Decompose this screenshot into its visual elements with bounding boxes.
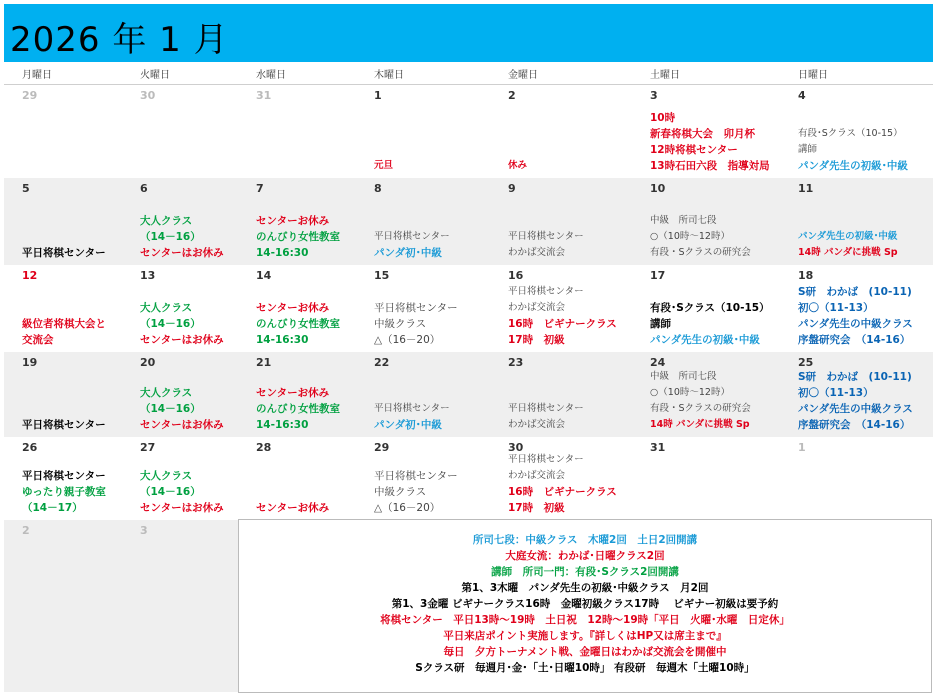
day-events [256, 300, 354, 348]
day-events [798, 369, 931, 433]
event-line: 新春将棋大会 卯月杯 [650, 128, 755, 140]
day-events [140, 213, 236, 261]
day-events [22, 316, 120, 348]
event-line: ○（10時～12時） [650, 387, 730, 398]
day-cell[interactable] [122, 437, 238, 520]
event-line: センターはお休み [140, 502, 224, 514]
event-line: 初〇（11-13） [798, 302, 874, 314]
event-line: 交流会 [22, 334, 54, 346]
day-number: 29 [374, 441, 390, 454]
event-line: パンダ先生の初級･中級 [798, 160, 908, 172]
note-line: 大庭女流：わかば･日曜クラス2回 [505, 550, 665, 562]
weekday-label: 土曜日 [650, 70, 680, 81]
event-line: 休み [508, 160, 528, 171]
event-line: 大人クラス [140, 470, 193, 482]
event-line: （14－16） [140, 318, 201, 330]
day-cell[interactable] [122, 520, 238, 692]
week-row [4, 85, 933, 178]
day-cell[interactable] [780, 178, 933, 265]
event-line: のんびり女性教室 [256, 318, 340, 330]
notes-list [239, 532, 931, 676]
week-row [4, 265, 933, 352]
event-line: 有段・Sクラスの研究会 [650, 403, 751, 414]
day-events [798, 229, 931, 261]
day-cell[interactable] [122, 85, 238, 178]
day-events [798, 126, 931, 174]
event-line: 14-16:30 [256, 334, 309, 346]
day-cell[interactable] [122, 265, 238, 352]
day-cell[interactable] [780, 352, 933, 437]
day-events [374, 158, 488, 174]
day-events [508, 401, 630, 433]
day-number: 12 [22, 269, 38, 282]
event-line: 平日将棋センター [508, 231, 584, 242]
note-line: 第1、3木曜 パンダ先生の初級･中級クラス 月2回 [461, 582, 709, 594]
day-cell[interactable] [356, 437, 490, 520]
event-line: △（16－20） [374, 502, 441, 514]
day-number: 11 [798, 182, 814, 195]
event-line: 大人クラス [140, 302, 193, 314]
day-number: 25 [798, 356, 814, 369]
day-number: 5 [22, 182, 30, 195]
day-number: 19 [22, 356, 38, 369]
event-line: （14－17） [22, 502, 83, 514]
day-number: 9 [508, 182, 516, 195]
event-line: 12時将棋センター [650, 144, 738, 156]
day-cell[interactable] [4, 520, 122, 692]
day-events [256, 213, 354, 261]
day-cell[interactable] [4, 178, 122, 265]
note-line: 平日来店ポイント実施します。『詳しくはHP又は席主まで』 [443, 630, 727, 642]
event-line: センターはお休み [140, 419, 224, 431]
event-line: 有段･Sクラス（10-15） [798, 128, 903, 139]
event-line: 大人クラス [140, 215, 193, 227]
day-number: 13 [140, 269, 156, 282]
day-cell[interactable] [356, 178, 490, 265]
weekday-label: 水曜日 [256, 70, 286, 81]
day-cell[interactable] [122, 352, 238, 437]
event-line: のんびり女性教室 [256, 403, 340, 415]
event-line: 講師 [650, 318, 671, 330]
day-cell[interactable] [632, 352, 780, 437]
day-cell[interactable] [122, 178, 238, 265]
event-line: （14－16） [140, 231, 201, 243]
day-events [22, 245, 120, 261]
day-cell[interactable] [356, 265, 490, 352]
day-number: 31 [650, 441, 666, 454]
day-events [22, 468, 120, 516]
day-cell[interactable] [356, 85, 490, 178]
event-line: 中級 所司七段 [650, 371, 717, 382]
weekday-label: 火曜日 [140, 70, 170, 81]
event-line: （14－16） [140, 403, 201, 415]
day-events [508, 229, 630, 261]
day-cell[interactable] [4, 85, 122, 178]
event-line: センターお休み [256, 387, 330, 399]
day-number: 20 [140, 356, 156, 369]
event-line: 平日将棋センター [22, 419, 106, 431]
event-line: 大人クラス [140, 387, 193, 399]
event-line: S研 わかば (10-11) [798, 286, 912, 298]
month-title: 2026 年 1 月 [10, 20, 229, 60]
day-number: 30 [140, 89, 156, 102]
note-line: 所司七段：中級クラス 木曜2回 土日2回開講 [472, 534, 698, 546]
event-line: 16時 ビギナークラス [508, 318, 617, 330]
day-cell[interactable] [632, 178, 780, 265]
week-row [4, 352, 933, 437]
day-cell[interactable] [780, 437, 933, 520]
day-number: 27 [140, 441, 156, 454]
day-number: 26 [22, 441, 38, 454]
weekday-label: 日曜日 [798, 70, 828, 81]
day-cell[interactable] [238, 352, 356, 437]
event-line: 17時 初級 [508, 334, 565, 346]
event-line: △（16－20） [374, 334, 441, 346]
event-line: パンダ先生の中級クラス [798, 403, 913, 415]
day-cell[interactable] [4, 352, 122, 437]
day-number: 24 [650, 356, 666, 369]
event-line: 平日将棋センター [508, 403, 584, 414]
day-number: 15 [374, 269, 390, 282]
event-line: （14－16） [140, 486, 201, 498]
event-line: S研 わかば (10-11) [798, 371, 912, 383]
day-cell[interactable] [490, 85, 632, 178]
day-events [508, 158, 630, 174]
day-cell[interactable] [632, 265, 780, 352]
week-row [4, 178, 933, 265]
day-events [140, 385, 236, 433]
day-cell[interactable] [490, 265, 632, 352]
day-events [256, 500, 354, 516]
day-number: 22 [374, 356, 390, 369]
weekday-header-row [4, 62, 933, 85]
day-cell[interactable] [632, 437, 780, 520]
event-line: わかば交流会 [508, 302, 566, 313]
day-cell[interactable] [4, 265, 122, 352]
day-number: 1 [798, 441, 806, 454]
event-line: センターお休み [256, 302, 330, 314]
event-line: 中級 所司七段 [650, 215, 717, 226]
event-line: 序盤研究会 （14-16） [798, 334, 911, 346]
day-number: 18 [798, 269, 814, 282]
event-line: 14時 パンダに挑戦 Sp [798, 247, 898, 258]
notes-box [238, 519, 932, 693]
day-events [140, 300, 236, 348]
day-number: 23 [508, 356, 524, 369]
day-events [508, 452, 630, 516]
day-number: 8 [374, 182, 382, 195]
event-line: センターはお休み [140, 247, 224, 259]
event-line: パンダ初･中級 [374, 419, 442, 431]
event-line: 平日将棋センター [374, 302, 458, 314]
event-line: のんびり女性教室 [256, 231, 340, 243]
event-line: 平日将棋センター [374, 231, 450, 242]
day-events [374, 468, 488, 516]
day-events [374, 229, 488, 261]
day-number: 17 [650, 269, 666, 282]
day-events [650, 300, 778, 348]
event-line: センターはお休み [140, 334, 224, 346]
day-events [22, 417, 120, 433]
day-events [508, 284, 630, 348]
note-line: 毎日 夕方トーナメント戦、金曜日はわかば交流会を開催中 [443, 646, 727, 658]
event-line: 級位者将棋大会と [22, 318, 106, 330]
day-events [256, 385, 354, 433]
day-number: 29 [22, 89, 38, 102]
day-number: 2 [508, 89, 516, 102]
note-line: Sクラス研 毎週月･金･「土･日曜10時」 有段研 毎週木「土曜10時」 [415, 662, 755, 674]
week-row [4, 520, 238, 692]
event-line: 講師 [798, 144, 818, 155]
day-events [374, 300, 488, 348]
day-events [140, 468, 236, 516]
event-line: ○（10時～12時） [650, 231, 730, 242]
day-events [374, 401, 488, 433]
note-line: 第1、3金曜 ビギナークラス16時 金曜初級クラス17時 ビギナー初級は要予約 [391, 598, 779, 610]
day-number: 3 [650, 89, 658, 102]
day-events [798, 284, 931, 348]
event-line: 平日将棋センター [508, 286, 584, 297]
event-line: 有段・Sクラスの研究会 [650, 247, 751, 258]
event-line: 元旦 [374, 160, 394, 171]
event-line: 17時 初級 [508, 502, 565, 514]
event-line: 有段･Sクラス（10-15） [650, 302, 770, 314]
event-line: 14-16:30 [256, 247, 309, 259]
note-line: 講師 所司一門：有段･Sクラス2回開講 [491, 566, 679, 578]
day-events [650, 213, 778, 261]
day-number: 28 [256, 441, 272, 454]
event-line: センターお休み [256, 215, 330, 227]
event-line: 中級クラス [374, 318, 427, 330]
event-line: パンダ先生の中級クラス [798, 318, 913, 330]
day-number: 4 [798, 89, 806, 102]
day-number: 3 [140, 524, 148, 537]
day-number: 21 [256, 356, 272, 369]
day-number: 10 [650, 182, 666, 195]
day-number: 7 [256, 182, 264, 195]
day-cell[interactable] [490, 437, 632, 520]
day-cell[interactable] [490, 352, 632, 437]
event-line: 16時 ビギナークラス [508, 486, 617, 498]
day-cell[interactable] [238, 437, 356, 520]
event-line: パンダ先生の初級･中級 [650, 334, 760, 346]
event-line: 平日将棋センター [22, 247, 106, 259]
day-number: 1 [374, 89, 382, 102]
event-line: 平日将棋センター [22, 470, 106, 482]
event-line: 中級クラス [374, 486, 427, 498]
day-cell[interactable] [238, 178, 356, 265]
day-number: 16 [508, 269, 524, 282]
event-line: 14時 パンダに挑戦 Sp [650, 419, 750, 430]
day-cell[interactable] [356, 352, 490, 437]
event-line: 平日将棋センター [374, 470, 458, 482]
week-row [4, 437, 933, 520]
event-line: ゆったり親子教室 [22, 486, 106, 498]
event-line: パンダ初･中級 [374, 247, 442, 259]
day-events [650, 110, 778, 174]
day-events [650, 369, 778, 433]
event-line: 13時石田六段 指導対局 [650, 160, 770, 172]
day-number: 31 [256, 89, 272, 102]
day-number: 14 [256, 269, 272, 282]
event-line: わかば交流会 [508, 419, 566, 430]
day-cell[interactable] [4, 437, 122, 520]
event-line: 平日将棋センター [374, 403, 450, 414]
note-line: 将棋センター 平日13時～19時 土日祝 12時～19時「平日 火曜･水曜 日定休」 [380, 614, 790, 626]
day-cell[interactable] [238, 265, 356, 352]
weekday-label: 木曜日 [374, 70, 404, 81]
event-line: 10時 [650, 112, 676, 124]
event-line: 14-16:30 [256, 419, 309, 431]
event-line: 初〇（11-13） [798, 387, 874, 399]
event-line: 序盤研究会 （14-16） [798, 419, 911, 431]
day-number: 6 [140, 182, 148, 195]
event-line: 平日将棋センター [508, 454, 584, 465]
weekday-label: 月曜日 [22, 70, 52, 81]
day-number: 30 [508, 441, 524, 454]
day-cell[interactable] [780, 85, 933, 178]
day-number: 2 [22, 524, 30, 537]
event-line: わかば交流会 [508, 247, 566, 258]
day-cell[interactable] [780, 265, 933, 352]
weekday-label: 金曜日 [508, 70, 538, 81]
event-line: パンダ先生の初級･中級 [798, 231, 898, 242]
day-cell[interactable] [490, 178, 632, 265]
day-cell[interactable] [238, 85, 356, 178]
event-line: センターお休み [256, 502, 330, 514]
calendar-header [4, 4, 933, 62]
event-line: わかば交流会 [508, 470, 566, 481]
day-cell[interactable] [632, 85, 780, 178]
